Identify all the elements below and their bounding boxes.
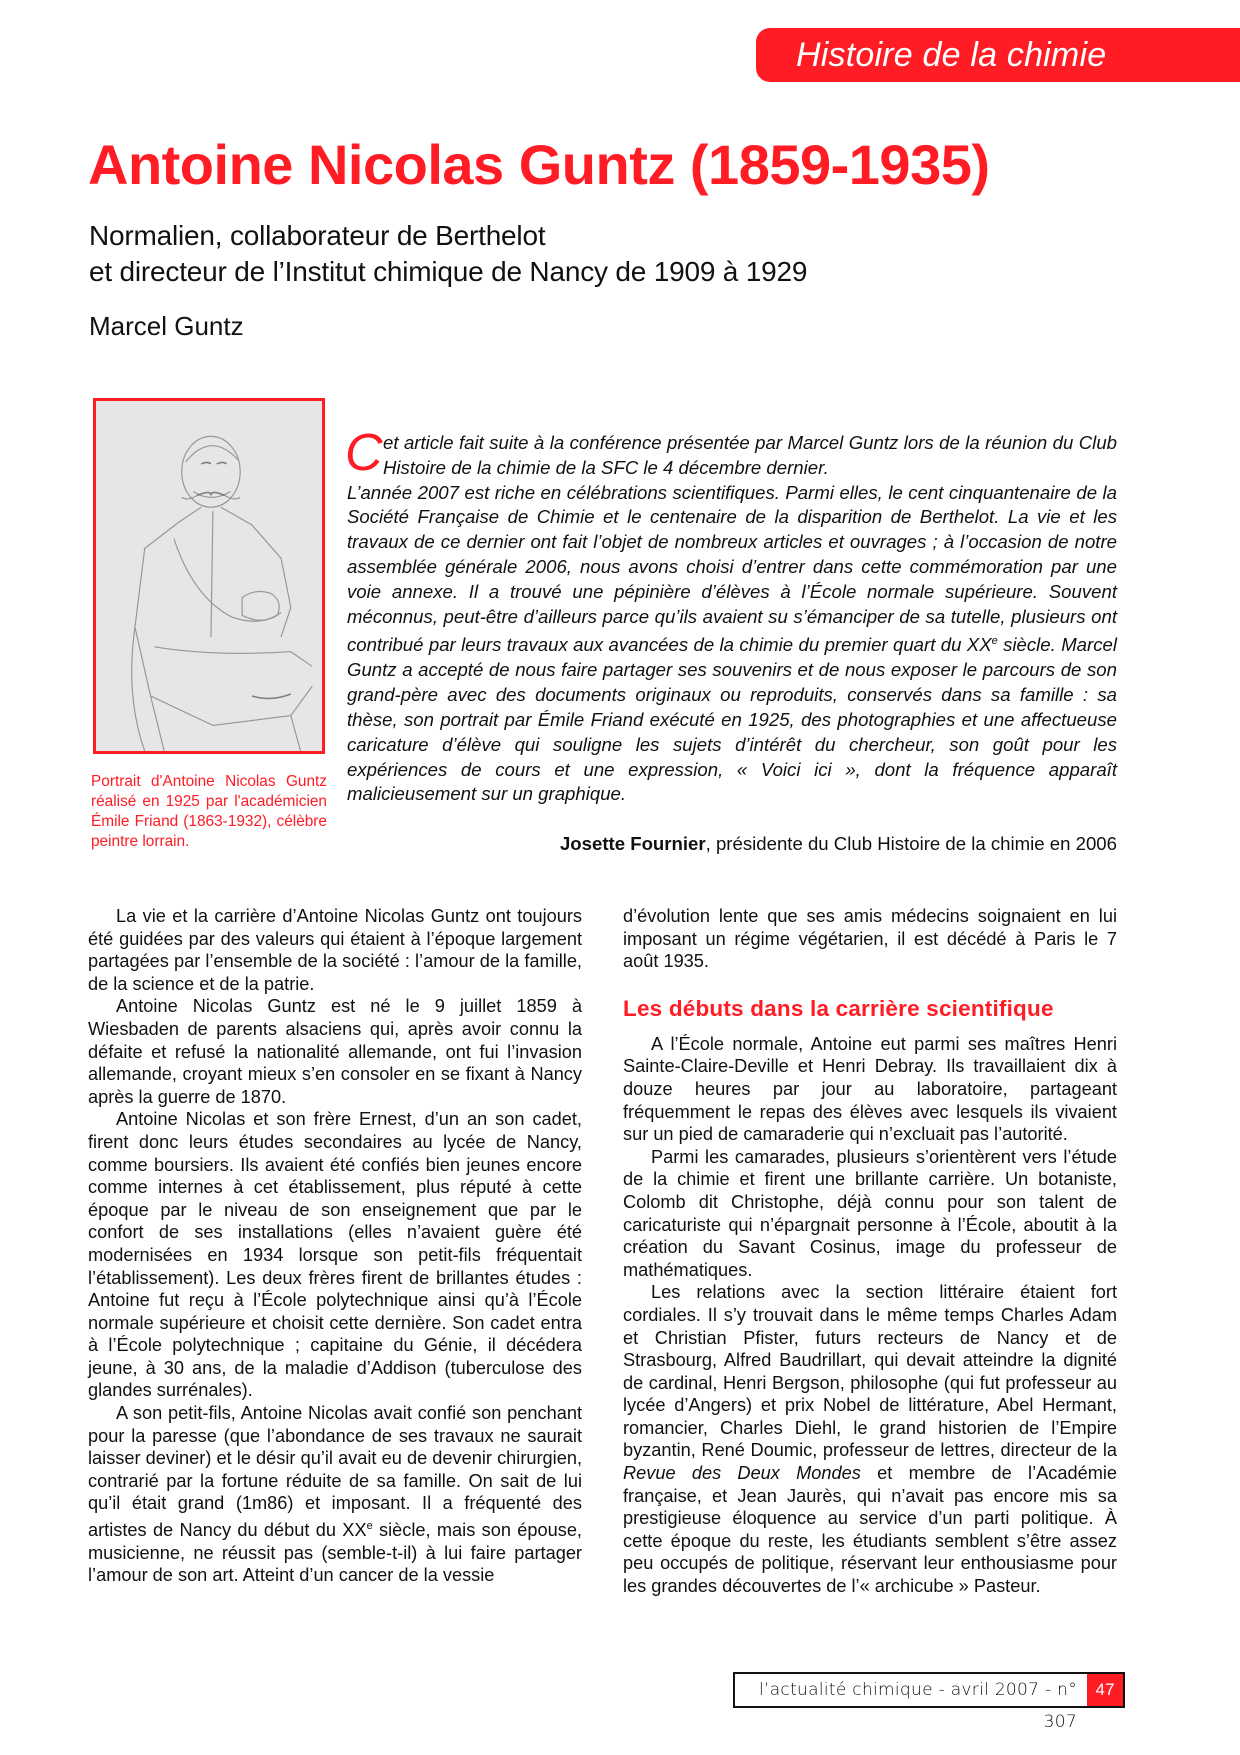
article-subtitle: [89, 218, 807, 290]
drop-cap: C: [345, 424, 383, 482]
journal-reference: l’actualité chimique - avril 2007 - n° 307: [758, 1680, 1077, 1732]
portrait-caption: Portrait d'Antoine Nicolas Guntz réalisé en 1925 par l'académicien Émile Friand (1863-1932), célèbre peintre lorrain.: [91, 773, 327, 850]
subtitle-line-1: Normalien, collaborateur de Berthelot: [89, 220, 546, 251]
page-number: 47: [1087, 1674, 1123, 1706]
intro-signature: [347, 832, 1117, 856]
signature-role: , présidente du Club Histoire de la chimie en 2006: [705, 833, 1117, 854]
body-paragraph: A l’École normale, Antoine eut parmi ses maîtres Henri Sainte-Claire-Deville et Henri Debray. Ils travaillaient dix à douze heures par jour au laboratoire, partageant fréquemment le repas des élèves avec lesquels ils vivaient sur un pied de camaraderie qui n’excluait pas l’autorité.: [623, 1033, 1117, 1145]
section-rubric: Histoire de la chimie: [756, 28, 1240, 82]
body-column-right: [623, 905, 1117, 1598]
subtitle-line-2: et directeur de l’Institut chimique de Nancy de 1909 à 1929: [89, 256, 808, 287]
page-footer: [733, 1672, 1125, 1732]
body-paragraph: Antoine Nicolas Guntz est né le 9 juillet 1859 à Wiesbaden de parents alsaciens qui, après avoir connu la défaite et refusé la nationalité allemande, ont fui l’invasion allemande, croyant mieux s’en consoler en se fixant à Nancy après la guerre de 1870.: [88, 996, 582, 1107]
section-heading: Les débuts dans la carrière scientifique: [623, 995, 1054, 1021]
intro-body: L’année 2007 est riche en célébrations scientifiques. Parmi elles, le cent cinquantenaire de la Société Française de Chimie et le centenaire de la disparition de Berthelot. La vie et les travaux de ce dernier ont fait l’objet de nombreux articles et ouvrages ; à l’occasion de notre assemblée générale 2006, nous avons choisi d’entrer dans cette commémoration par une voie annexe. Il a trouvé une pépinière d’élèves à l’École normale supérieure. Souvent méconnus, peut-être d’ailleurs parce qu’ils avaient su s’émanciper de sa tutelle, plusieurs ont contribué par leurs travaux aux avancées de la chimie du premier quart du XXe siècle. Marcel Guntz a accepté de nous faire partager ses souvenirs et de nous exposer le parcours de son grand-père avec des documents originaux ou reproduits, conservés dans sa famille : sa thèse, son portrait par Émile Friand exécuté en 1925, des photographies et une affectueuse caricature d’élève qui souligne les sujets d’intérêt du chercheur, son goût pour les expériences de cours et une expression, « Voici ici », dont la fréquence apparaît malicieusement sur un graphique.: [347, 481, 1117, 805]
body-column-left: [88, 905, 582, 1587]
signature-name: Josette Fournier: [559, 833, 706, 854]
body-paragraph: A son petit-fils, Antoine Nicolas avait confié son penchant pour la paresse (que l’abondance de ses travaux ne saurait laisser deviner) et le désir qu’il avait eu de devenir chirurgien, contrarié par la fortune réduite de sa famille. On sait de lui qu’il était grand (1m86) et imposant. Il a fréquenté des artistes de Nancy du début du XXe siècle, mais son épouse, musicienne, ne réussit pas (semble-t-il) à lui faire partager l’amour de son art. Atteint d’un cancer de la vessie: [88, 1403, 582, 1586]
portrait-image: [93, 398, 325, 754]
body-paragraph: Antoine Nicolas et son frère Ernest, d’un an son cadet, firent donc leurs études secondaires au lycée de Nancy, comme boursiers. Ils avaient été confiés bien jeunes encore comme internes à cet établissement, plus réputé à cette époque par le niveau de son enseignement que par le confort de ses installations (elles n’avaient guère été modernisées en 1934 lorsque son petit-fils fréquentait l’établissement). Les deux frères firent de brillantes études : Antoine fut reçu à l’École polytechnique ainsi qu’à l’École normale supérieure et choisit cette dernière. Son cadet entra à l’École polytechnique ; capitaine du Génie, il décédera jeune, à 30 ans, de la maladie d’Addison (tuberculose des glandes surrénales).: [88, 1109, 582, 1401]
intro-paragraph: [345, 424, 1117, 482]
portrait-sketch-icon: [96, 401, 322, 751]
intro-text: et article fait suite à la conférence présentée par Marcel Guntz lors de la réunion du Club Histoire de la chimie de la SFC le 4 décembre dernier.: [383, 432, 1117, 478]
article-author: Marcel Guntz: [89, 311, 244, 341]
article-introduction: [345, 424, 1117, 807]
body-paragraph: d’évolution lente que ses amis médecins soignaient en lui imposant un régime végétarien, il est décédé à Paris le 7 août 1935.: [623, 906, 1117, 972]
body-paragraph: La vie et la carrière d’Antoine Nicolas Guntz ont toujours été guidées par des valeurs qui étaient à l’époque largement partagées par l’ensemble de la société : l’amour de la famille, de la science et de la patrie.: [88, 906, 582, 994]
article-title: Antoine Nicolas Guntz (1859-1935): [88, 133, 990, 196]
body-paragraph: Les relations avec la section littéraire étaient fort cordiales. Il s’y trouvait dans le même temps Charles Adam et Christian Pfister, futurs recteurs de Nancy et de Strasbourg, Alfred Baudrillart, qui devait atteindre la dignité de cardinal, Henri Bergson, philosophe (qui fut professeur au lycée d’Angers) et prix Nobel de littérature, Abel Hermant, romancier, Charles Diehl, le grand historien de l’Empire byzantin, René Doumic, professeur de lettres, directeur de la Revue des Deux Mondes et membre de l’Académie française, et Jean Jaurès, qui n’avait pas encore mis sa prestigieuse éloquence au service d’un parti politique. À cette époque du reste, les étudiants semblent s’être assez peu occupés de politique, réservant leur enthousiasme pour les grandes découvertes de l’« archicube » Pasteur.: [623, 1282, 1118, 1597]
body-paragraph: Parmi les camarades, plusieurs s’orientèrent vers l’étude de la chimie et firent une brillante carrière. Un botaniste, Colomb dit Christophe, déjà connu pour son talent de caricaturiste qui n’épargnait personne à l’École, aboutit à la création du Savant Cosinus, image du professeur de mathématiques.: [623, 1146, 1117, 1280]
